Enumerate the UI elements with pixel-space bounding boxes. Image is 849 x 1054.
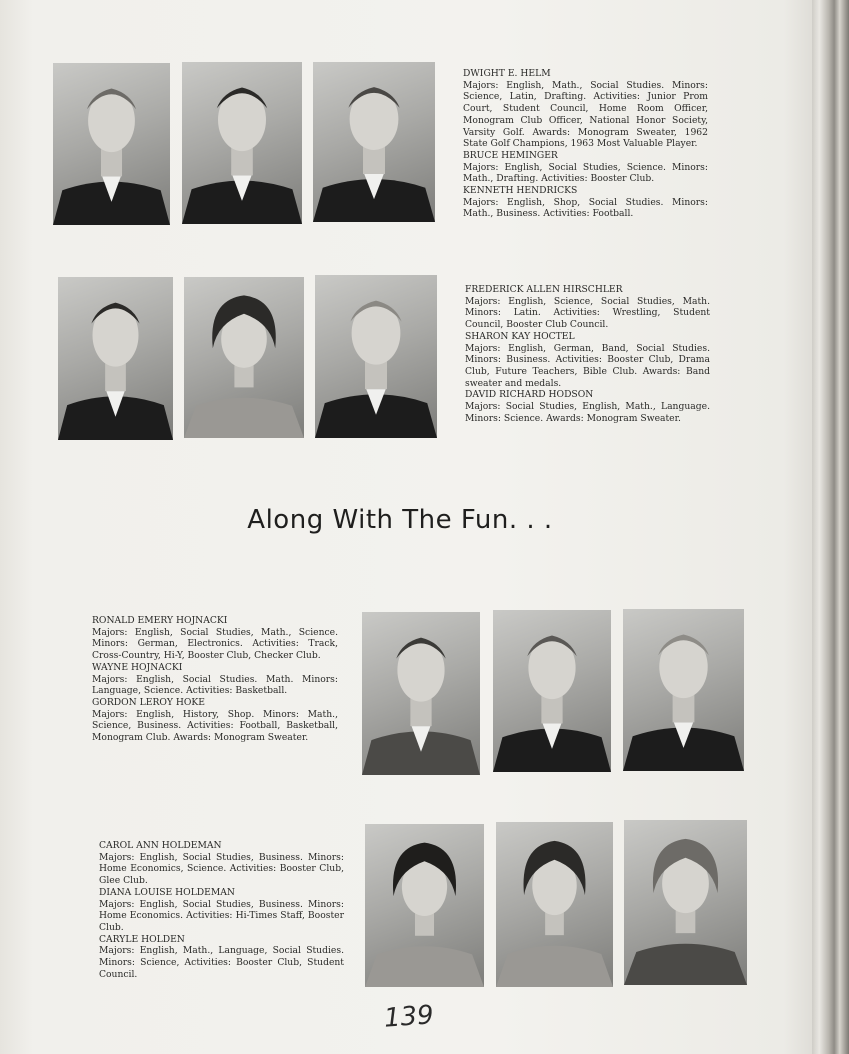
portrait-photo-bruce-heminger	[182, 62, 302, 224]
student-details: Majors: English, Social Studies, Business. Minors: Home Economics, Science. Activities: Booster Club, Glee Club.	[99, 851, 344, 887]
portrait-photo-dwight-helm	[53, 63, 170, 225]
student-details: Majors: English, Math., Language, Social Studies. Minors: Science, Activities: Booster Club, Student Council.	[99, 945, 344, 980]
student-name: RONALD EMERY HOJNACKI	[92, 615, 228, 626]
student-details: Majors: English, Shop, Social Studies. Minors: Math., Business. Activities: Football.	[463, 196, 708, 220]
portrait-photo-gordon-hoke	[623, 609, 744, 771]
student-details: Majors: English, Social Studies. Math. Minors: Language, Science. Activities: Basketball.	[92, 673, 338, 697]
portrait-photo-ronald-hojnacki	[362, 612, 480, 775]
page-number: 139	[383, 1000, 435, 1034]
student-details: Majors: Social Studies, English, Math., Language. Minors: Science. Awards: Monogram Sweater.	[465, 401, 710, 424]
student-details: Majors: English, History, Shop. Minors: Math., Science, Business. Activities: Football, Basketball, Monogram Club. Awards: Monogram Sweater.	[92, 708, 338, 744]
section-headline: Along With The Fun. . .	[247, 505, 553, 535]
student-details: Majors: English, Social Studies, Math., Science. Minors: German, Electronics. Activities: Track, Cross-Country, Hi-Y, Booster Club, Checker Club.	[92, 626, 338, 662]
student-name: BRUCE HEMINGER	[463, 149, 558, 161]
student-name: CAROL ANN HOLDEMAN	[99, 840, 222, 851]
student-details: Majors: English, Social Studies, Science. Minors: Math., Drafting. Activities: Booster Club.	[463, 161, 708, 185]
student-name: FREDERICK ALLEN HIRSCHLER	[465, 284, 623, 295]
caption-block-1	[463, 68, 708, 220]
portrait-photo-wayne-hojnacki	[493, 610, 611, 772]
portrait-photo-kenneth-hendricks	[313, 62, 435, 222]
student-name: WAYNE HOJNACKI	[92, 661, 183, 673]
book-spine	[812, 0, 849, 1054]
student-name: GORDON LEROY HOKE	[92, 696, 206, 708]
portrait-photo-carol-holdeman	[365, 824, 484, 987]
student-details: Majors: English, Science, Social Studies, Math. Minors: Latin. Activities: Wrestling, Student Council, Booster Club Council.	[465, 295, 710, 331]
caption-block-3	[92, 615, 338, 744]
student-details: Majors: English, German, Band, Social Studies. Minors: Business. Activities: Booster Club, Drama Club, Future Teachers, Bible Club. Awards: Band sweater and medals.	[465, 342, 710, 389]
portrait-photo-sharon-hoctel	[184, 277, 304, 438]
student-name: DWIGHT E. HELM	[463, 68, 551, 79]
caption-block-2	[465, 284, 710, 424]
portrait-photo-frederick-hirschler	[58, 277, 173, 440]
portrait-photo-diana-holdeman	[496, 822, 613, 987]
student-details: Majors: English, Math., Social Studies. Minors: Science, Latin, Drafting. Activities: Junior Prom Court, Student Council, Home Room Officer, Monogram Club Officer, National Honor Society, Varsity Golf. Awards: Monogram Sweater, 1962 State Golf Champions, 1963 Most Valuable Player.	[463, 79, 708, 150]
portrait-photo-david-hodson	[315, 275, 437, 438]
student-name: SHARON KAY HOCTEL	[465, 330, 575, 342]
student-details: Majors: English, Social Studies, Business. Minors: Home Economics. Activities: Hi-Times Staff, Booster Club.	[99, 898, 344, 933]
student-name: DIANA LOUISE HOLDEMAN	[99, 886, 235, 898]
student-name: CARYLE HOLDEN	[99, 933, 185, 945]
student-name: KENNETH HENDRICKS	[463, 185, 578, 197]
caption-block-4	[99, 840, 344, 980]
student-name: DAVID RICHARD HODSON	[465, 389, 594, 401]
portrait-photo-caryle-holden	[624, 820, 747, 985]
